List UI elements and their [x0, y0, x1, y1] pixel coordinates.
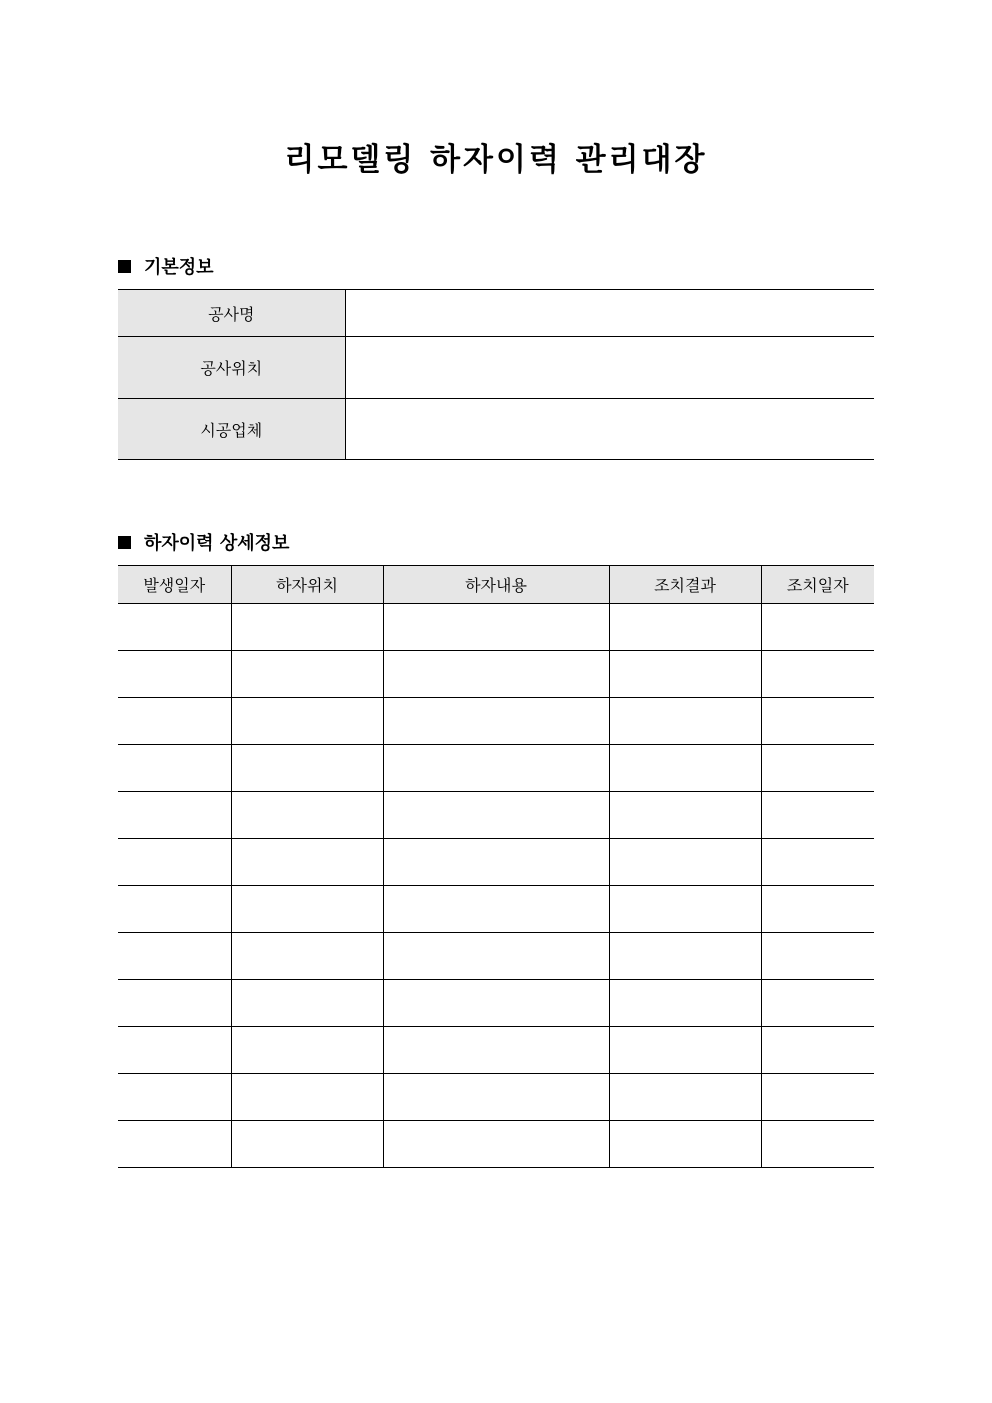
- table-row: [118, 1074, 874, 1121]
- table-cell[interactable]: [231, 980, 383, 1027]
- table-cell[interactable]: [118, 651, 231, 698]
- column-header-defect-location: 하자위치: [231, 566, 383, 604]
- table-cell[interactable]: [609, 1121, 761, 1168]
- field-project-location[interactable]: [345, 337, 874, 399]
- table-cell[interactable]: [761, 1074, 874, 1121]
- table-cell[interactable]: [383, 651, 609, 698]
- table-cell[interactable]: [383, 745, 609, 792]
- table-row: [118, 698, 874, 745]
- column-header-action-result: 조치결과: [609, 566, 761, 604]
- square-bullet-icon: [118, 260, 131, 273]
- table-row: [118, 651, 874, 698]
- table-cell[interactable]: [118, 980, 231, 1027]
- table-cell[interactable]: [231, 604, 383, 651]
- table-cell[interactable]: [383, 1074, 609, 1121]
- table-cell[interactable]: [383, 886, 609, 933]
- table-cell[interactable]: [231, 651, 383, 698]
- field-contractor[interactable]: [345, 399, 874, 460]
- table-cell[interactable]: [231, 745, 383, 792]
- column-header-action-date: 조치일자: [761, 566, 874, 604]
- table-cell[interactable]: [609, 745, 761, 792]
- section-heading-defect-history: [118, 529, 289, 555]
- table-cell[interactable]: [383, 1121, 609, 1168]
- table-row: [118, 933, 874, 980]
- table-cell[interactable]: [761, 698, 874, 745]
- field-project-name[interactable]: [345, 290, 874, 337]
- table-cell[interactable]: [609, 792, 761, 839]
- defect-history-header-row: [118, 566, 874, 604]
- basic-info-row-project-location: [118, 337, 874, 399]
- table-cell[interactable]: [383, 604, 609, 651]
- defect-history-table: [118, 565, 874, 1168]
- table-cell[interactable]: [761, 1027, 874, 1074]
- table-cell[interactable]: [118, 933, 231, 980]
- table-row: [118, 886, 874, 933]
- table-cell[interactable]: [118, 839, 231, 886]
- table-row: [118, 1027, 874, 1074]
- table-cell[interactable]: [231, 1027, 383, 1074]
- table-cell[interactable]: [231, 1121, 383, 1168]
- table-cell[interactable]: [118, 886, 231, 933]
- table-row: [118, 745, 874, 792]
- table-cell[interactable]: [761, 1121, 874, 1168]
- table-row: [118, 604, 874, 651]
- table-cell[interactable]: [609, 651, 761, 698]
- table-cell[interactable]: [761, 651, 874, 698]
- table-cell[interactable]: [231, 933, 383, 980]
- column-header-occurrence-date: 발생일자: [118, 566, 231, 604]
- table-cell[interactable]: [761, 933, 874, 980]
- section-heading-label: 하자이력 상세정보: [144, 533, 290, 554]
- table-cell[interactable]: [118, 1027, 231, 1074]
- basic-info-table: [118, 289, 874, 460]
- table-cell[interactable]: [761, 839, 874, 886]
- table-cell[interactable]: [761, 604, 874, 651]
- label-project-location: 공사위치: [118, 337, 345, 399]
- table-cell[interactable]: [761, 792, 874, 839]
- table-cell[interactable]: [609, 839, 761, 886]
- section-heading-basic-info: [118, 253, 214, 279]
- table-cell[interactable]: [118, 792, 231, 839]
- table-cell[interactable]: [383, 839, 609, 886]
- table-row: [118, 980, 874, 1027]
- table-cell[interactable]: [609, 1074, 761, 1121]
- defect-history-body: [118, 604, 874, 1168]
- table-cell[interactable]: [383, 980, 609, 1027]
- table-cell[interactable]: [609, 980, 761, 1027]
- table-cell[interactable]: [231, 839, 383, 886]
- table-cell[interactable]: [383, 792, 609, 839]
- label-project-name: 공사명: [118, 290, 345, 337]
- table-cell[interactable]: [231, 698, 383, 745]
- table-cell[interactable]: [761, 980, 874, 1027]
- column-header-defect-description: 하자내용: [383, 566, 609, 604]
- table-cell[interactable]: [118, 1074, 231, 1121]
- table-cell[interactable]: [383, 698, 609, 745]
- table-cell[interactable]: [118, 745, 231, 792]
- table-cell[interactable]: [609, 1027, 761, 1074]
- table-cell[interactable]: [231, 1074, 383, 1121]
- basic-info-row-project-name: [118, 290, 874, 337]
- table-row: [118, 792, 874, 839]
- table-cell[interactable]: [609, 886, 761, 933]
- basic-info-row-contractor: [118, 399, 874, 460]
- table-row: [118, 839, 874, 886]
- table-cell[interactable]: [761, 745, 874, 792]
- section-heading-label: 기본정보: [144, 257, 214, 278]
- table-cell[interactable]: [383, 1027, 609, 1074]
- table-cell[interactable]: [231, 792, 383, 839]
- label-contractor: 시공업체: [118, 399, 345, 460]
- document-title: 리모델링 하자이력 관리대장: [284, 142, 708, 178]
- table-cell[interactable]: [383, 933, 609, 980]
- table-cell[interactable]: [609, 604, 761, 651]
- table-cell[interactable]: [118, 604, 231, 651]
- table-cell[interactable]: [231, 886, 383, 933]
- table-cell[interactable]: [118, 1121, 231, 1168]
- table-cell[interactable]: [609, 698, 761, 745]
- square-bullet-icon: [118, 536, 131, 549]
- table-cell[interactable]: [118, 698, 231, 745]
- table-cell[interactable]: [761, 886, 874, 933]
- table-row: [118, 1121, 874, 1168]
- table-cell[interactable]: [609, 933, 761, 980]
